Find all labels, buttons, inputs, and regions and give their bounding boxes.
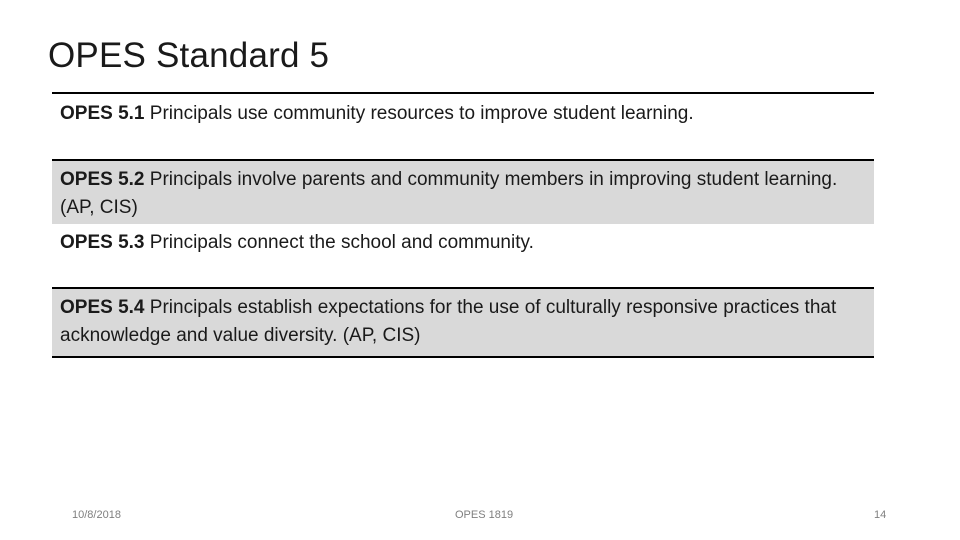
standard-text: Principals establish expectations for the use of culturally responsive practices that acknowledge and value diversity. (AP, CIS): [60, 297, 837, 346]
standard-text: Principals connect the school and community.: [144, 232, 534, 253]
standard-code: OPES 5.3: [60, 232, 145, 253]
page-number: 14: [874, 509, 887, 521]
footer-date: 10/8/2018: [72, 509, 121, 521]
standard-row-5-4: [52, 287, 874, 356]
standard-code: OPES 5.4: [60, 297, 145, 318]
standard-code: OPES 5.1: [60, 103, 145, 124]
slide-title: OPES Standard 5: [48, 36, 330, 75]
standard-row-5-3: [52, 224, 874, 287]
standard-text: Principals use community resources to improve student learning.: [144, 103, 694, 124]
standard-row-5-1: [52, 94, 874, 161]
standards-table: [52, 92, 874, 358]
standard-code: OPES 5.2: [60, 169, 145, 190]
standard-text: Principals involve parents and community members in improving student learning. (AP, CIS): [60, 169, 838, 218]
footer-title: OPES 1819: [455, 509, 514, 521]
standard-row-5-2: [52, 161, 874, 224]
